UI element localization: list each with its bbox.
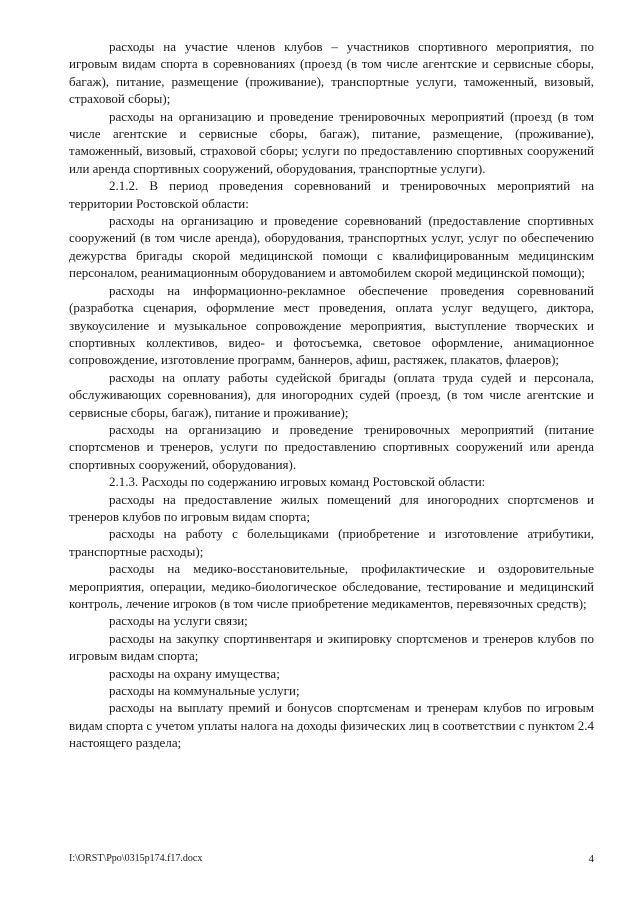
document-body — [69, 38, 594, 752]
paragraph: расходы на выплату премий и бонусов спортсменам и тренерам клубов по игровым видам спорта с учетом уплаты налога на доходы физических лиц в соответствии с пунктом 2.4 настоящего раздела; — [69, 700, 594, 751]
paragraph: расходы на закупку спортинвентаря и экипировку спортсменов и тренеров клубов по игровым видам спорта; — [69, 630, 594, 664]
paragraph: расходы на коммунальные услуги; — [109, 683, 300, 699]
paragraph: расходы на охрану имущества; — [109, 665, 280, 681]
paragraph: расходы на организацию и проведение тренировочных мероприятий (питание спортсменов и тренеров, услуги по предоставлению спортивных сооружений или аренда спортивных сооружений, оборудования). — [69, 421, 594, 472]
paragraph: расходы на услуги связи; — [109, 613, 248, 629]
paragraph: расходы на организацию и проведение тренировочных мероприятий (проезд (в том числе агентские и сервисные сборы, багаж), питание, размещение, (проживание), таможенный, визовый, страховой сборы; услуги по предоставлению спортивных сооружений или аренда спортивных сооружений, оборудования, транспортные услуги). — [69, 108, 594, 176]
paragraph: расходы на работу с болельщиками (приобретение и изготовление атрибутики, транспортные расходы); — [69, 526, 594, 559]
section-heading-2-1-3: 2.1.3. Расходы по содержанию игровых команд Ростовской области: — [109, 474, 486, 490]
paragraph: расходы на участие членов клубов – участников спортивного мероприятия, по игровым видам спорта в соревнованиях (проезд (в том числе агентские и сервисные сборы, багаж), питание, размещение (проживание), транспортные услуги, таможенный, визовый, страховой сборы); — [69, 39, 594, 107]
paragraph: расходы на медико-восстановительные, профилактические и оздоровительные мероприятия, операции, медико-биологическое обследование, тестирование и медицинский контроль, лечение игроков (в том числе приобретение медикаментов, перевязочных средств); — [69, 561, 594, 611]
paragraph: расходы на предоставление жилых помещений для иногородних спортсменов и тренеров клубов по игровым видам спорта; — [69, 491, 594, 524]
page-number: 4 — [588, 853, 594, 865]
paragraph: расходы на информационно-рекламное обеспечение проведения соревнований (разработка сценария, оформление мест проведения, оплата услуг ведущего, диктора, звукоусиление и музыкальное сопровождение мероприятия, выступление творческих и спортивных коллективов, видео- и фотосъемка, световое оформление, анимационное сопровождение, изготовление программ, баннеров, афиш, растяжек, плакатов, флаеров); — [69, 282, 594, 368]
section-heading-2-1-2: 2.1.2. В период проведения соревнований и тренировочных мероприятий на территории Ростовской области: — [69, 178, 594, 211]
paragraph: расходы на оплату работы судейской бригады (оплата труда судей и персонала, обслуживающих соревнования), для иногородних судей (проезд, (в том числе агентские и сервисные сборы, багаж), питание и проживание); — [69, 369, 594, 420]
paragraph: расходы на организацию и проведение соревнований (предоставление спортивных сооружений (в том числе аренда), оборудования, транспортных услуг, услуг по обеспечению дежурства бригады скорой медицинской помощи с квалифицированным медицинским персоналом, реанимационным оборудованием и автомобилем скорой медицинской помощи); — [69, 213, 594, 281]
file-path: I:\ORST\Ppo\0315p174.f17.docx — [69, 853, 203, 864]
